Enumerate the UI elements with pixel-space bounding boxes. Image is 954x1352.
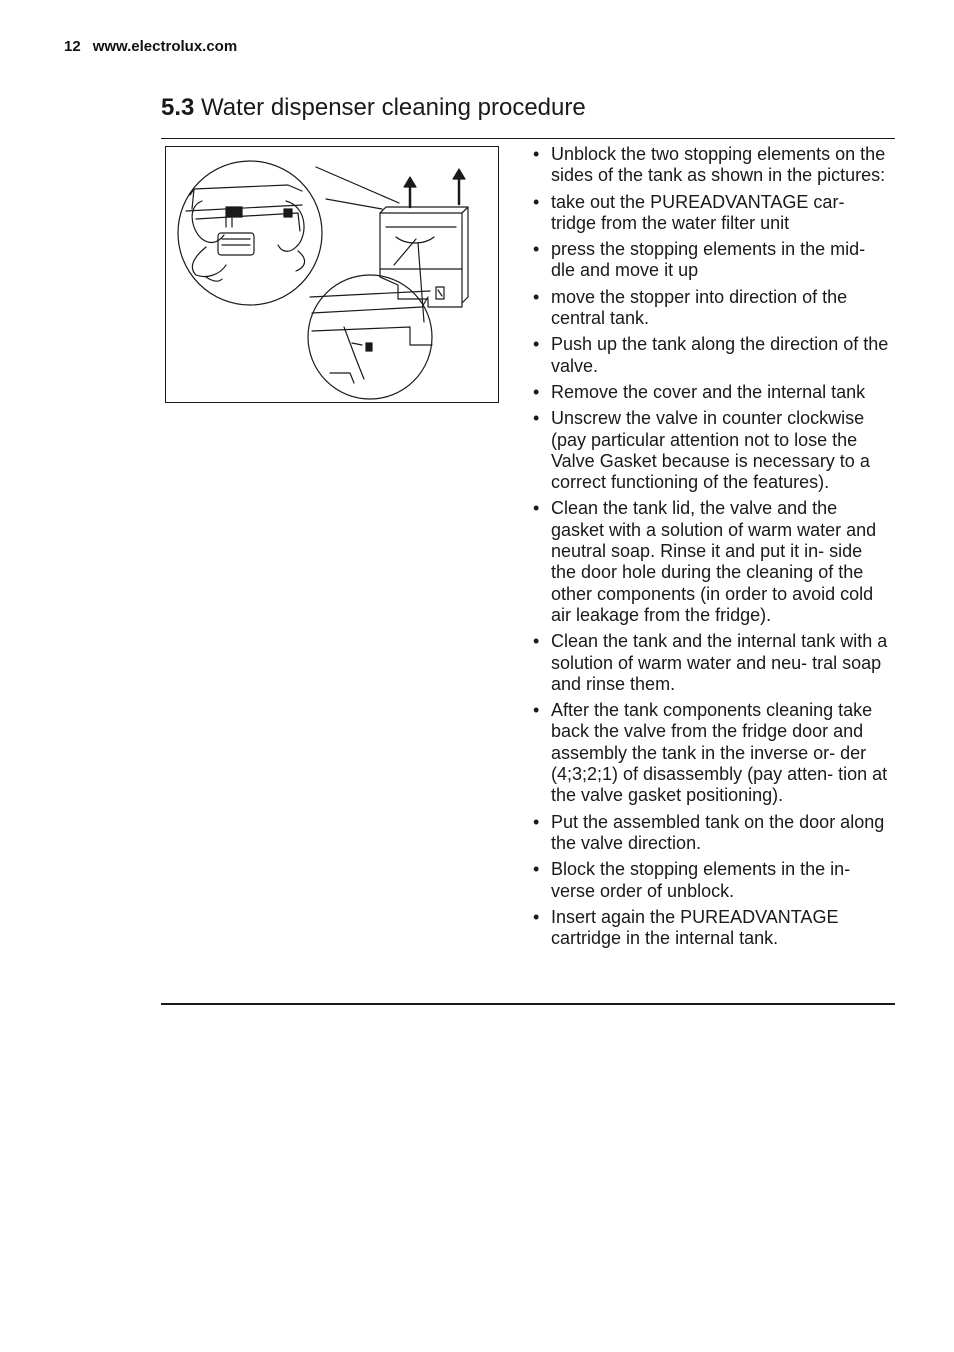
list-item: • Insert again the PUREADVANTAGE cartridge in the internal tank. <box>530 907 890 950</box>
list-item: • move the stopper into direction of the central tank. <box>530 287 890 330</box>
top-divider <box>161 138 895 139</box>
section-title <box>161 94 586 122</box>
list-item: • Unblock the two stopping elements on the sides of the tank as shown in the pictures: <box>530 144 890 187</box>
list-item: • Unscrew the valve in counter clockwise (pay particular attention not to lose the Valve Gasket because is necessary to a correct functioning of the features). <box>530 408 890 493</box>
cleaning-steps-list <box>530 144 890 954</box>
website-link[interactable]: www.electrolux.com <box>92 38 238 55</box>
page-number: 12 <box>64 38 81 55</box>
list-item: • take out the PUREADVANTAGE car- tridge from the water filter unit <box>530 192 890 235</box>
list-item: • Block the stopping elements in the in- verse order of unblock. <box>530 859 890 902</box>
list-item: • Remove the cover and the internal tank <box>530 382 890 403</box>
tank-removal-figure <box>165 146 499 403</box>
page-header <box>64 38 237 55</box>
bottom-divider <box>161 1003 895 1005</box>
list-item: • Put the assembled tank on the door along the valve direction. <box>530 812 890 855</box>
section-number: 5.3 <box>161 94 195 121</box>
tank-removal-illustration-icon <box>166 147 498 402</box>
list-item: • After the tank components cleaning take back the valve from the fridge door and assembly the tank in the inverse or- der (4;3;2;1) of disassembly (pay atten- tion at the valve gasket positioning). <box>530 700 890 806</box>
list-item: • Push up the tank along the direction of the valve. <box>530 334 890 377</box>
list-item: • Clean the tank and the internal tank with a solution of warm water and neu- tral soap and rinse them. <box>530 631 890 695</box>
section-title-text: Water dispenser cleaning procedure <box>201 94 586 121</box>
list-item: • Clean the tank lid, the valve and the gasket with a solution of warm water and neutral soap. Rinse it and put it in- side the door hole during the cleaning of the other components (in order to avoid cold air leakage from the fridge). <box>530 498 890 626</box>
list-item: • press the stopping elements in the mid- dle and move it up <box>530 239 890 282</box>
